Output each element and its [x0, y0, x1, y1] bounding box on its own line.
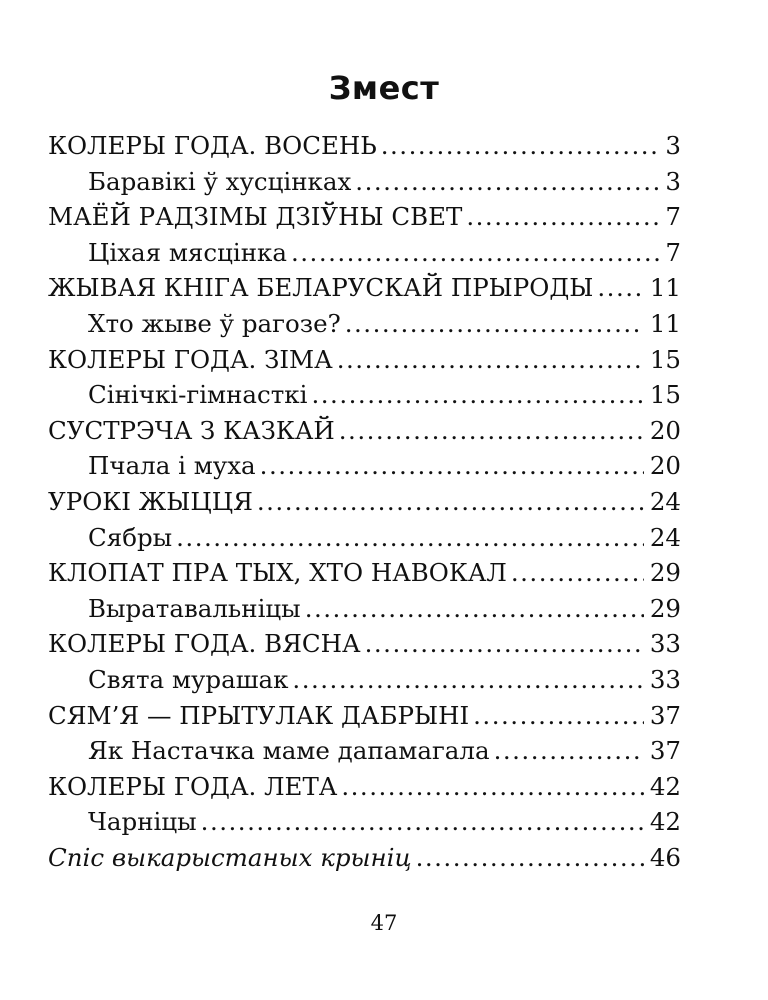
toc-label: Спіс выкарыстаных крыніц	[48, 842, 412, 872]
dot-leader	[473, 698, 644, 734]
toc-page-number: 33	[649, 664, 681, 694]
toc-subentry	[48, 306, 681, 342]
toc-subentry	[48, 377, 681, 413]
toc-page-number: 37	[649, 736, 681, 766]
dot-leader	[292, 662, 643, 698]
toc-section	[48, 555, 681, 591]
toc-section	[48, 199, 681, 235]
dot-leader	[341, 769, 643, 805]
toc-subentry	[48, 235, 681, 271]
dot-leader	[416, 840, 644, 876]
dot-leader	[494, 733, 644, 769]
toc-page-number: 33	[649, 629, 681, 659]
toc-page-number: 37	[649, 700, 681, 730]
toc-subentry	[48, 733, 681, 769]
toc-label: СЯМ’Я — ПРЫТУЛАК ДАБРЫНІ	[48, 700, 470, 730]
toc-page-number: 29	[649, 593, 681, 623]
toc-page-number: 24	[649, 522, 681, 552]
toc-page-number: 29	[649, 558, 681, 588]
toc-label: Баравікі ў хусцінках	[88, 166, 352, 196]
toc-label: Пчала і муха	[88, 451, 256, 481]
toc-label: КОЛЕРЫ ГОДА. ВОСЕНЬ	[48, 131, 377, 160]
toc-section	[48, 626, 681, 662]
toc-page-number: 20	[649, 415, 681, 445]
toc-subentry	[48, 520, 681, 556]
toc-sources-entry	[48, 840, 681, 876]
toc-label: СУСТРЭЧА З КАЗКАЙ	[48, 415, 335, 445]
dot-leader	[466, 199, 659, 235]
toc-section	[48, 698, 681, 734]
dot-leader	[201, 804, 644, 840]
toc-label: Сінічкі-гімнасткі	[88, 380, 308, 410]
dot-leader	[257, 484, 644, 520]
toc-label: Выратавальніцы	[88, 593, 301, 623]
dot-leader	[345, 306, 644, 342]
toc-section	[48, 769, 681, 805]
toc-label: КОЛЕРЫ ГОДА. ЛЕТА	[48, 771, 338, 801]
toc-subentry	[48, 164, 681, 200]
toc-subentry	[48, 804, 681, 840]
toc-label: Чарніцы	[88, 807, 197, 837]
toc-label: УРОКІ ЖЫЦЦЯ	[48, 486, 253, 516]
dot-leader	[311, 377, 643, 413]
toc-label: КЛОПАТ ПРА ТЫХ, ХТО НАВОКАЛ	[48, 558, 507, 588]
toc-page-number: 11	[649, 308, 681, 338]
page-number: 47	[370, 911, 398, 935]
toc-page-number: 20	[649, 451, 681, 481]
toc-label: Свята мурашак	[88, 664, 289, 694]
toc-label: МАЁЙ РАДЗІМЫ ДЗІЎНЫ СВЕТ	[48, 202, 463, 232]
toc-page-number: 46	[649, 842, 681, 872]
dot-leader	[365, 626, 644, 662]
dot-leader	[176, 520, 644, 556]
dot-leader	[355, 164, 659, 200]
toc-page-number: 3	[665, 166, 681, 196]
dot-leader	[597, 270, 643, 306]
dot-leader	[305, 591, 644, 627]
toc-label: КОЛЕРЫ ГОДА. ВЯСНА	[48, 629, 361, 659]
toc-label: КОЛЕРЫ ГОДА. ЗІМА	[48, 344, 333, 374]
dot-leader	[381, 128, 660, 164]
toc-section	[48, 484, 681, 520]
toc-section	[48, 413, 681, 449]
toc-section	[48, 128, 681, 164]
toc-label: Сябры	[88, 522, 173, 552]
toc-page-number: 11	[649, 273, 681, 303]
toc-subentry	[48, 448, 681, 484]
toc-page-number: 42	[649, 771, 681, 801]
toc-page-number: 7	[665, 202, 681, 232]
dot-leader	[511, 555, 644, 591]
table-of-contents	[48, 128, 681, 875]
toc-label: Як Настачка маме дапамагала	[88, 736, 490, 766]
toc-section	[48, 342, 681, 378]
toc-page-number: 15	[649, 344, 681, 374]
toc-page-number: 15	[649, 380, 681, 410]
toc-page-number: 7	[665, 237, 681, 267]
toc-page-number: 42	[649, 807, 681, 837]
dot-leader	[260, 448, 644, 484]
toc-section	[48, 270, 681, 306]
dot-leader	[337, 342, 644, 378]
dot-leader	[339, 413, 644, 449]
toc-label: ЖЫВАЯ КНІГА БЕЛАРУСКАЙ ПРЫРОДЫ	[48, 273, 594, 303]
page-title: Змест	[328, 69, 440, 107]
toc-subentry	[48, 591, 681, 627]
toc-label: Хто жыве ў рагозе?	[88, 308, 341, 338]
toc-label: Ціхая мясцінка	[88, 237, 287, 267]
toc-subentry	[48, 662, 681, 698]
toc-page-number: 24	[649, 486, 681, 516]
dot-leader	[291, 235, 659, 271]
toc-page-number: 3	[665, 131, 681, 160]
